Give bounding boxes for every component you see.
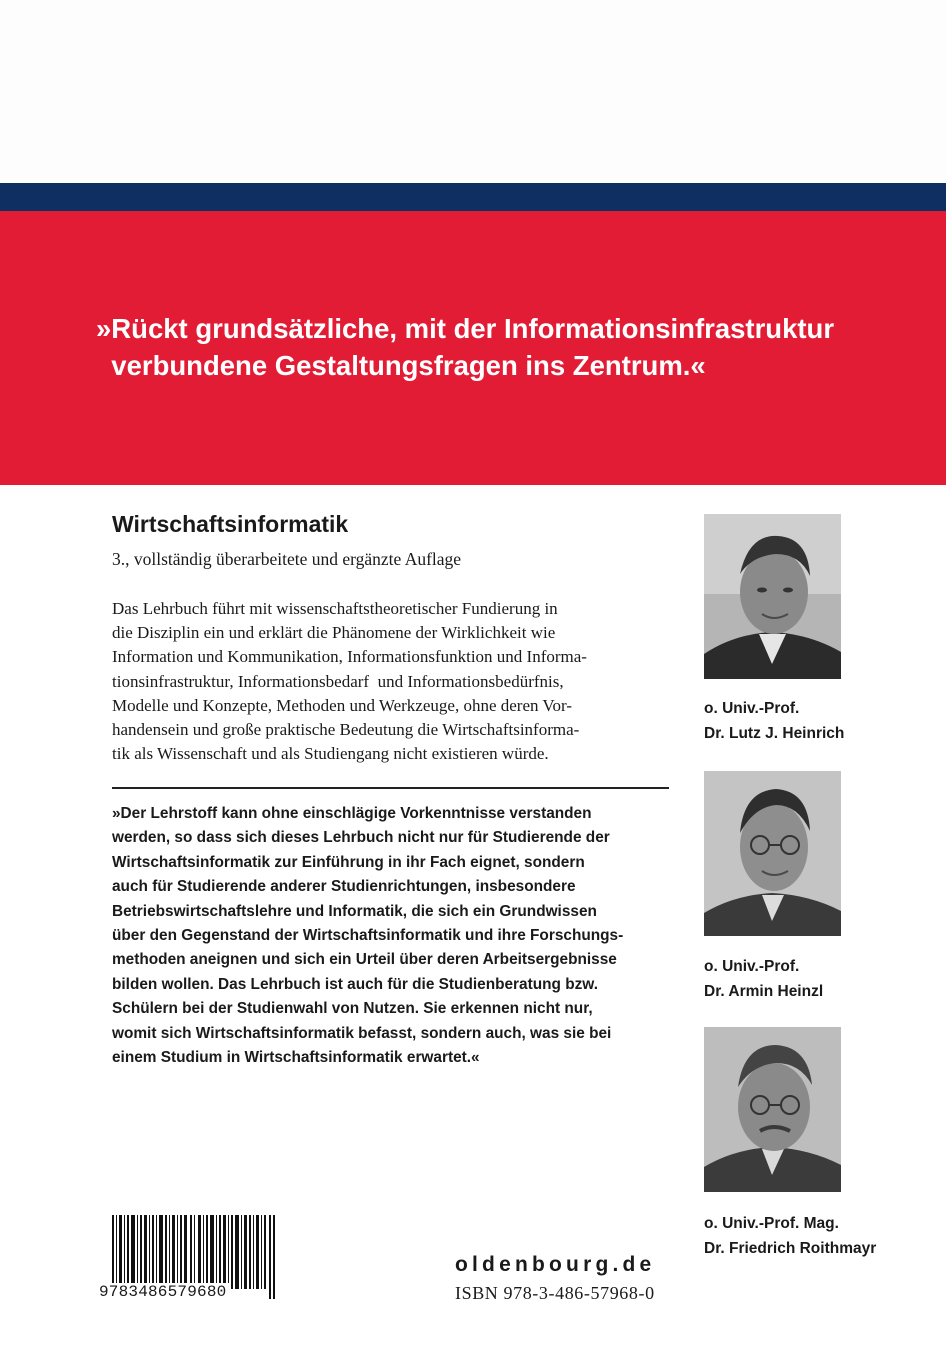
author-caption-roithmayr — [704, 1211, 876, 1261]
author-caption-heinzl — [704, 954, 823, 1004]
barcode-number: 9783486579680 — [96, 1283, 229, 1301]
author-photo-roithmayr — [704, 1027, 841, 1192]
author-photo-heinzl — [704, 771, 841, 936]
review-quote: »Der Lehrstoff kann ohne einschlägige Vorkenntnisse verstanden werden, so dass sich dieses Lehrbuch nicht nur für Studierende der Wirtschaftsinformatik zur Einführung in ihr Fach eignet, sondern auch für Studierende anderer Studienrichtungen, insbesondere Betriebswirtschaftslehre und Informatik, die sich ein Grundwissen über den Gegenstand der Wirtschaftsinformatik und ihre Forschungs- methoden aneignen und sich ein Urteil über deren Arbeitsergebnisse bilden wollen. Das Lehrbuch ist auch für die Studienberatung bzw. Schülern bei der Studienwahl von Nutzen. Sie erkennen nicht nur, womit sich Wirtschaftsinformatik befasst, sondern auch, was sie bei einem Studium in Wirtschaftsinformatik erwartet.« — [112, 805, 624, 1067]
book-title: Wirtschaftsinformatik — [112, 511, 349, 537]
author-caption-heinrich — [704, 696, 844, 746]
banner-quote-line-2: verbundene Gestaltungsfragen ins Zentrum.« — [96, 350, 706, 381]
author-photo-heinrich — [704, 514, 841, 679]
top-blank-area — [0, 0, 946, 183]
author-title: o. Univ.-Prof. Mag. — [704, 1215, 839, 1232]
isbn: ISBN 978-3-486-57968-0 — [455, 1283, 655, 1303]
author-title: o. Univ.-Prof. — [704, 700, 800, 717]
blue-stripe — [0, 183, 946, 211]
banner-quote-line-1: »Rückt grundsätzliche, mit der Informationsinfrastruktur — [96, 313, 835, 344]
author-name: Dr. Armin Heinzl — [704, 983, 824, 1000]
divider — [112, 787, 669, 789]
book-description: Das Lehrbuch führt mit wissenschaftstheoretischer Fundierung in die Disziplin ein und erklärt die Phänomene der Wirklichkeit wie Information und Kommunikation, Informationsfunktion und Informa- tionsinfrastruktur, Informationsbedarf und Informationsbedürfnis, Modelle und Konzepte, Methoden und Werkzeuge, ohne deren Vor- handensein und große praktische Bedeutung die Wirtschaftsinforma- tik als Wissenschaft und als Studiengang nicht existieren würde. — [112, 599, 587, 764]
author-title: o. Univ.-Prof. — [704, 958, 800, 975]
publisher-url[interactable]: oldenbourg.de — [455, 1253, 656, 1276]
author-name: Dr. Friedrich Roithmayr — [704, 1240, 877, 1257]
book-edition: 3., vollständig überarbeitete und ergänzte Auflage — [112, 549, 462, 569]
banner-quote — [96, 310, 896, 384]
author-name: Dr. Lutz J. Heinrich — [704, 725, 845, 742]
